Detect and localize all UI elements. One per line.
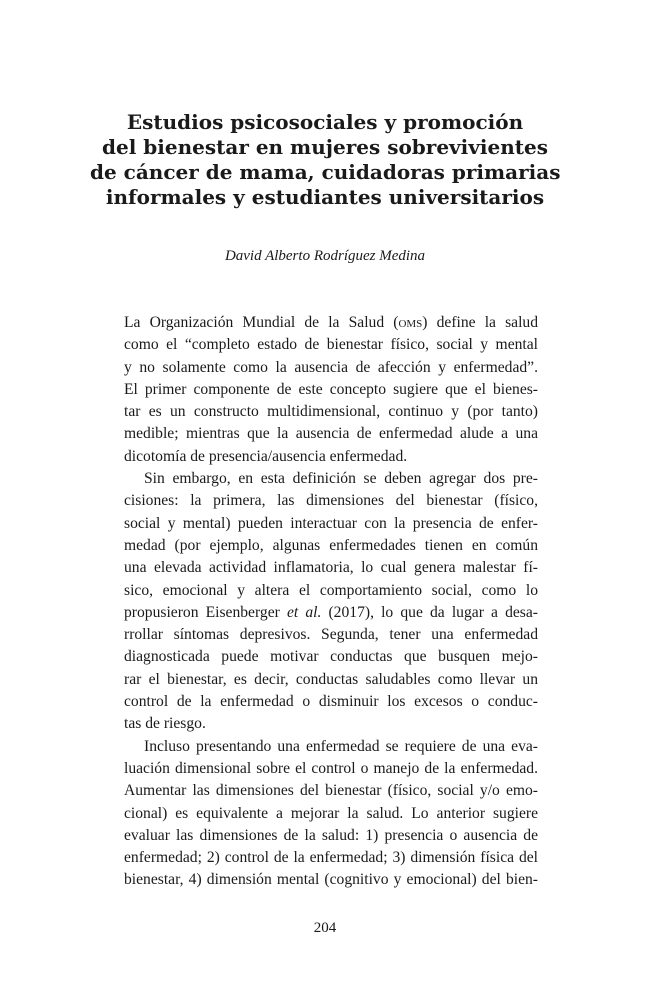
text-line: Incluso presentando una enfermedad se requiere de una eva- [144,737,538,755]
text-line: enfermedad; 2) control de la enfermedad; 3) dimensión física del [124,849,538,867]
text-line: una elevada actividad inflamatoria, lo cual genera malestar fí- [124,559,538,577]
abbreviation-oms: oms [398,314,423,331]
text-line [124,312,538,334]
text-line: bienestar, 4) dimensión mental (cognitivo y emocional) del bien- [124,871,538,889]
author-name: David Alberto Rodríguez Medina [224,248,426,264]
text-line: Aumentar las dimensiones del bienestar (físico, social y/o emo- [124,782,538,800]
page-number: 204 [313,920,337,936]
text-fragment: ) define la salud [422,314,538,331]
text-line: social y mental) pueden interactuar con la presencia de enfer- [124,514,538,532]
text-fragment: (2017), lo que da lugar a desa- [321,603,538,621]
citation-et-al: et al. [286,603,322,621]
text-line: medad (por ejemplo, algunas enfermedades tienen en común [124,536,538,554]
text-line [124,602,538,624]
text-line: como el “completo estado de bienestar físico, social y mental [124,336,538,354]
text-line: tas de riesgo. [124,715,206,733]
text-fragment: propusieron Eisenberger [124,603,287,621]
text-line: y no solamente como la ausencia de afección y enfermedad”. [124,358,538,376]
text-line: rar el bienestar, es decir, conductas saludables como llevar un [124,670,538,688]
text-line: dicotomía de presencia/ausencia enfermedad. [124,447,408,465]
text-line: sico, emocional y altera el comportamiento social, como lo [124,581,538,599]
chapter-title-line: del bienestar en mujeres sobrevivientes [102,135,548,159]
text-line: tar es un constructo multidimensional, continuo y (por tanto) [124,403,538,421]
text-line: cisiones: la primera, las dimensiones del bienestar (físico, [124,492,538,510]
chapter-title-line: Estudios psicosociales y promoción [126,110,524,134]
text-line: diagnosticada puede motivar conductas que busquen mejo- [124,648,538,666]
body-text [124,312,538,892]
text-line: control de la enfermedad o disminuir los excesos o conduc- [124,693,538,711]
text-fragment: La Organización Mundial de la Salud ( [124,314,399,331]
chapter-title-line: informales y estudiantes universitarios [105,185,545,209]
text-line: El primer componente de este concepto sugiere que el bienes- [124,380,538,398]
chapter-title [90,110,560,210]
text-line: cional) es equivalente a mejorar la salud. Lo anterior sugiere [124,804,538,822]
chapter-title-line: de cáncer de mama, cuidadoras primarias [90,160,561,184]
text-line: medible; mientras que la ausencia de enfermedad alude a una [124,425,538,443]
text-line: rrollar síntomas depresivos. Segunda, tener una enfermedad [124,626,538,644]
text-line: Sin embargo, en esta definición se deben agregar dos pre- [144,470,538,488]
text-line: luación dimensional sobre el control o manejo de la enfermedad. [124,759,538,777]
text-line: evaluar las dimensiones de la salud: 1) presencia o ausencia de [124,826,538,844]
